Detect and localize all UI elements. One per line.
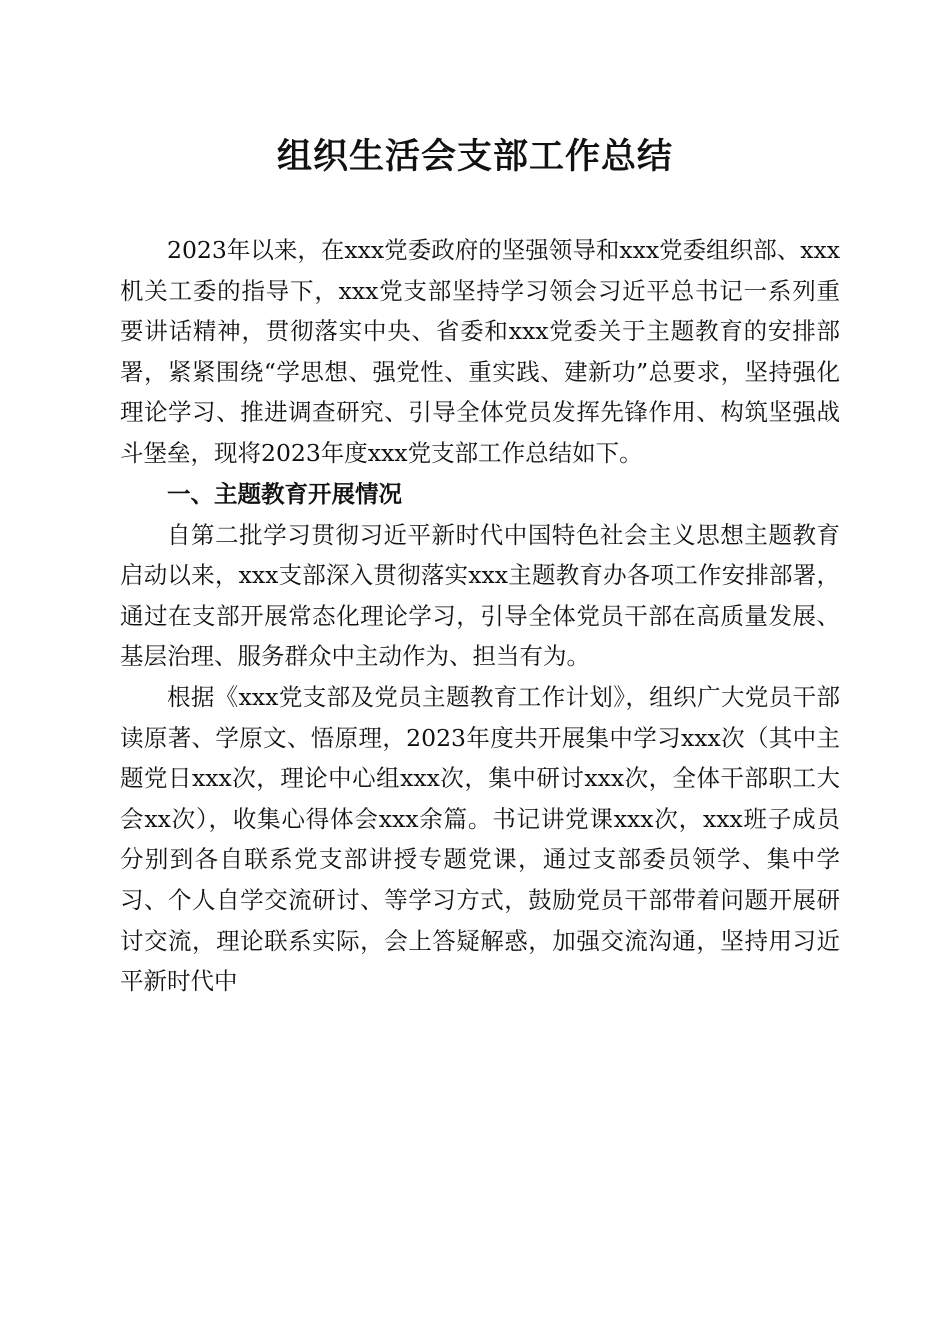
section-paragraph-2: 根据《xxx党支部及党员主题教育工作计划》，组织广大党员干部读原著、学原文、悟原理，2023年度共开展集中学习xxx次（其中主题党日xxx次，理论中心组xxx次，集中研讨xxx次，全体干部职工大会xx次），收集心得体会xxx余篇。书记讲党课xxx次，xxx班子成员分别到各自联系党支部讲授专题党课，通过支部委员领学、集中学习、个人自学交流研讨、等学习方式，鼓励党员干部带着问题开展研讨交流，理论联系实际，会上答疑解惑，加强交流沟通，坚持用习近平新时代中 [120, 682, 840, 996]
section-paragraph-1: 自第二批学习贯彻习近平新时代中国特色社会主义思想主题教育启动以来，xxx支部深入贯彻落实xxx主题教育办各项工作安排部署，通过在支部开展常态化理论学习，引导全体党员干部在高质量发展、基层治理、服务群众中主动作为、担当有为。 [120, 520, 840, 671]
intro-paragraph: 2023年以来，在xxx党委政府的坚强领导和xxx党委组织部、xxx机关工委的指导下，xxx党支部坚持学习领会习近平总书记一系列重要讲话精神，贯彻落实中央、省委和xxx党委关于主题教育的安排部署，紧紧围绕“学思想、强党性、重实践、建新功”总要求，坚持强化理论学习、推进调查研究、引导全体党员发挥先锋作用、构筑坚强战斗堡垒，现将2023年度xxx党支部工作总结如下。 [120, 236, 840, 467]
document-title: 组织生活会支部工作总结 [276, 136, 673, 177]
section-heading: 一、主题教育开展情况 [167, 479, 402, 508]
document-body [120, 230, 840, 1002]
